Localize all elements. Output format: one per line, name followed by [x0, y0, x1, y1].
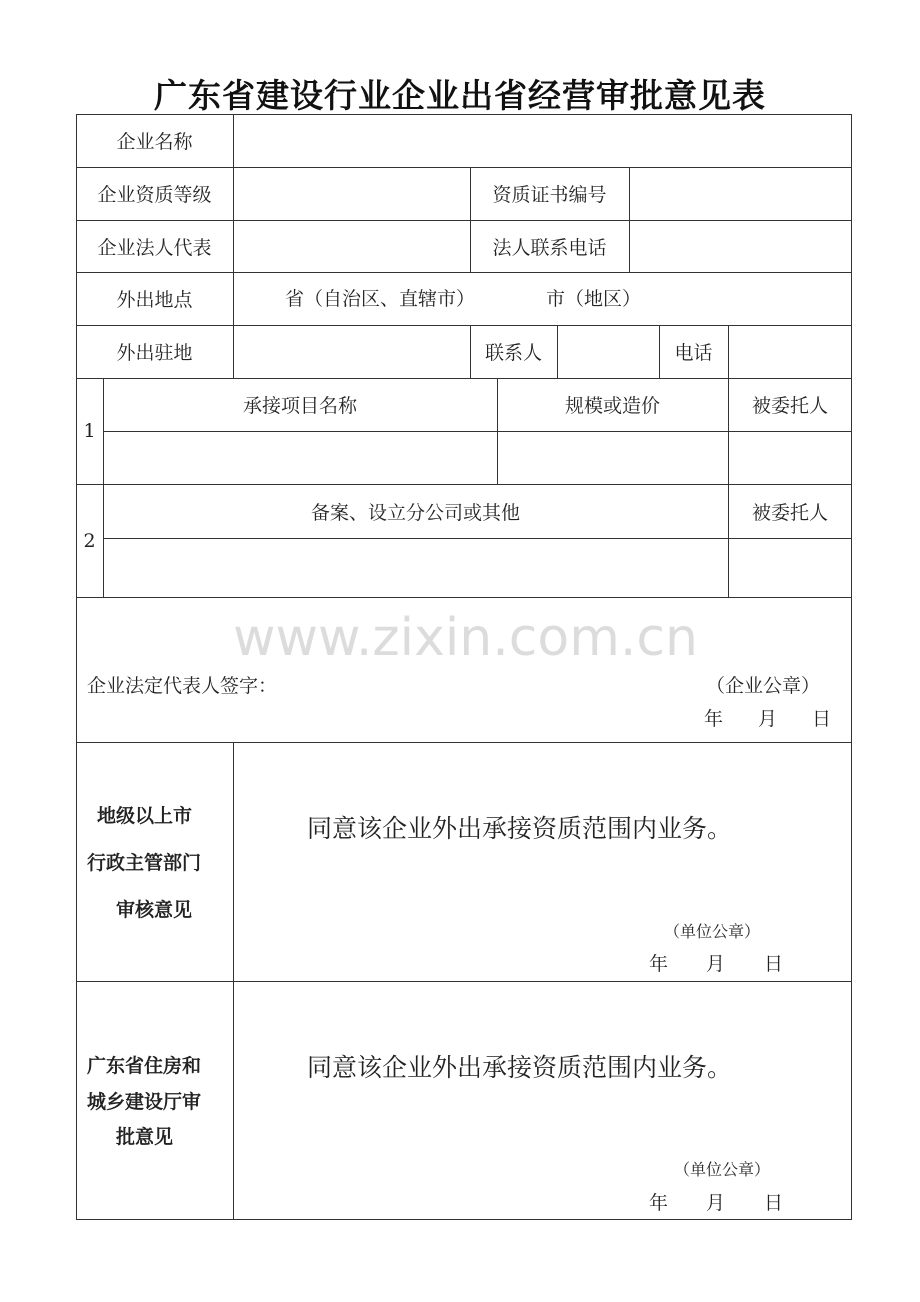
legal-phone-label: 法人联系电话 [492, 236, 607, 259]
company-name-field[interactable] [233, 114, 852, 167]
province-review-year: 年 [649, 1192, 669, 1214]
project-name-header: 承接项目名称 [242, 395, 357, 417]
company-seal-label: （企业公章） [706, 675, 821, 697]
city-review-year: 年 [649, 953, 669, 975]
other-header: 备案、设立分公司或其他 [310, 501, 520, 524]
legal-rep-field[interactable] [233, 220, 470, 272]
city-review-opinion: 同意该企业外出承接资质范围内业务。 [307, 814, 733, 843]
col-divider [233, 742, 234, 1220]
out-location-city: 市（地区） [546, 288, 642, 310]
city-review-label-line1: 地级以上市 [97, 805, 193, 827]
city-review-label-line3: 审核意见 [116, 899, 193, 921]
phone-field[interactable] [728, 325, 852, 378]
contact-person-field[interactable] [557, 325, 659, 378]
other-field[interactable] [103, 538, 728, 597]
row-divider [76, 742, 852, 743]
scale-cost-field[interactable] [497, 431, 728, 484]
legal-rep-label: 企业法人代表 [97, 236, 212, 259]
scale-cost-header: 规模或造价 [564, 395, 660, 417]
phone-label: 电话 [674, 342, 713, 364]
province-review-month: 月 [706, 1192, 726, 1214]
trustee-field-2[interactable] [728, 538, 852, 597]
city-review-month: 月 [706, 953, 726, 975]
city-review-seal: （单位公章） [664, 922, 761, 941]
province-review-seal: （单位公章） [674, 1160, 771, 1179]
province-review-day: 日 [764, 1192, 784, 1214]
legal-phone-field[interactable] [629, 220, 852, 272]
form-title: 广东省建设行业企业出省经营审批意见表 [154, 76, 766, 115]
row-divider [76, 597, 852, 598]
out-station-label: 外出驻地 [116, 342, 193, 364]
city-review-label-line2: 行政主管部门 [87, 852, 202, 874]
legal-signature-label: 企业法定代表人签字： [87, 675, 278, 697]
section1-number: 1 [83, 420, 96, 442]
trustee-header-2: 被委托人 [751, 501, 828, 524]
out-station-field[interactable] [233, 325, 470, 378]
city-review-day: 日 [764, 953, 784, 975]
signature-day: 日 [812, 708, 832, 730]
province-review-label-line3: 批意见 [116, 1126, 174, 1148]
watermark: www.zixin.com.cn [233, 608, 698, 668]
province-review-label-line1: 广东省住房和 [87, 1055, 202, 1077]
row-divider [76, 981, 852, 982]
qualification-level-field[interactable] [233, 167, 470, 220]
signature-year: 年 [704, 708, 724, 730]
company-name-label: 企业名称 [116, 131, 193, 153]
qualification-level-label: 企业资质等级 [97, 184, 212, 206]
out-location-label: 外出地点 [116, 289, 193, 311]
out-location-province: 省（自治区、直辖市） [285, 288, 476, 310]
contact-person-label: 联系人 [484, 342, 542, 364]
project-name-field[interactable] [103, 431, 497, 484]
trustee-header-1: 被委托人 [751, 395, 828, 417]
section2-number: 2 [83, 529, 96, 552]
certificate-number-field[interactable] [629, 167, 852, 220]
province-review-label-line2: 城乡建设厅审 [87, 1091, 202, 1113]
province-review-opinion: 同意该企业外出承接资质范围内业务。 [307, 1053, 733, 1082]
trustee-field-1[interactable] [728, 431, 852, 484]
signature-month: 月 [758, 708, 778, 730]
certificate-number-label: 资质证书编号 [492, 184, 607, 206]
